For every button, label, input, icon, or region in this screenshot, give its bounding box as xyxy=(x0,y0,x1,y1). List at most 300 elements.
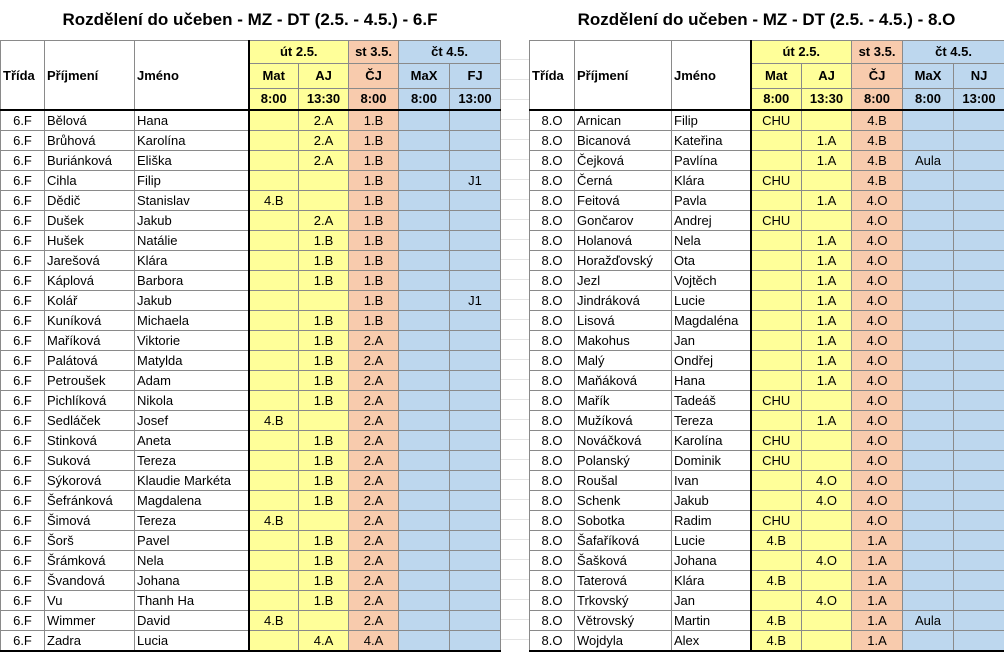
table-row xyxy=(1,151,501,171)
left-gap-grid xyxy=(500,40,529,654)
cell-aj: 1.A xyxy=(802,251,852,271)
cell-prijmeni: Maňáková xyxy=(575,371,672,391)
cell-mat xyxy=(751,251,802,271)
cell-max xyxy=(399,291,450,311)
cell-mat xyxy=(751,231,802,251)
cell-prijmeni: Stinková xyxy=(45,431,135,451)
cell-cj: 2.A xyxy=(349,591,399,611)
header-jmeno: Jméno xyxy=(672,41,751,111)
header-day-tue: út 2.5. xyxy=(751,41,852,64)
cell-prijmeni: Černá xyxy=(575,171,672,191)
cell-cj: 4.O xyxy=(852,391,903,411)
header-subject-max: MaX xyxy=(903,64,954,89)
cell-prijmeni: Šorš xyxy=(45,531,135,551)
cell-aj xyxy=(299,611,349,631)
cell-lang xyxy=(954,171,1004,191)
cell-jmeno: Pavlína xyxy=(672,151,751,171)
cell-prijmeni: Šafaříková xyxy=(575,531,672,551)
cell-lang xyxy=(450,391,501,411)
table-row xyxy=(530,471,1004,491)
table-row xyxy=(1,531,501,551)
cell-jmeno: Tadeáš xyxy=(672,391,751,411)
cell-mat xyxy=(249,491,299,511)
cell-mat xyxy=(751,151,802,171)
cell-mat xyxy=(249,251,299,271)
cell-mat xyxy=(751,471,802,491)
header-day-thu: čt 4.5. xyxy=(399,41,501,64)
cell-mat: CHU xyxy=(751,511,802,531)
cell-lang xyxy=(450,311,501,331)
cell-mat xyxy=(249,571,299,591)
cell-aj: 1.B xyxy=(299,431,349,451)
cell-trida: 6.F xyxy=(1,371,45,391)
cell-jmeno: Nikola xyxy=(135,391,249,411)
table-row xyxy=(1,471,501,491)
cell-lang xyxy=(450,591,501,611)
cell-trida: 8.O xyxy=(530,391,575,411)
cell-cj: 2.A xyxy=(349,611,399,631)
cell-max xyxy=(903,231,954,251)
table-row xyxy=(1,351,501,371)
cell-trida: 6.F xyxy=(1,551,45,571)
cell-max xyxy=(903,251,954,271)
cell-lang xyxy=(954,591,1004,611)
cell-cj: 1.A xyxy=(852,551,903,571)
cell-lang xyxy=(954,271,1004,291)
cell-max xyxy=(903,431,954,451)
cell-trida: 6.F xyxy=(1,151,45,171)
cell-jmeno: Karolína xyxy=(672,431,751,451)
cell-mat xyxy=(249,311,299,331)
header-time: 8:00 xyxy=(903,89,954,111)
cell-cj: 2.A xyxy=(349,371,399,391)
cell-prijmeni: Dědič xyxy=(45,191,135,211)
cell-prijmeni: Šašková xyxy=(575,551,672,571)
cell-mat: 4.B xyxy=(751,531,802,551)
cell-max xyxy=(399,531,450,551)
cell-cj: 2.A xyxy=(349,491,399,511)
cell-max: Aula xyxy=(903,151,954,171)
cell-prijmeni: Arnican xyxy=(575,110,672,131)
header-time: 13:30 xyxy=(299,89,349,111)
table-row xyxy=(1,131,501,151)
header-day-thu: čt 4.5. xyxy=(903,41,1004,64)
cell-cj: 1.B xyxy=(349,211,399,231)
cell-aj: 1.A xyxy=(802,191,852,211)
header-subject-mat: Mat xyxy=(751,64,802,89)
cell-prijmeni: Mařík xyxy=(575,391,672,411)
cell-cj: 2.A xyxy=(349,431,399,451)
cell-lang xyxy=(954,211,1004,231)
cell-max xyxy=(903,451,954,471)
cell-trida: 6.F xyxy=(1,231,45,251)
cell-jmeno: Lucie xyxy=(672,291,751,311)
cell-max xyxy=(903,171,954,191)
cell-trida: 8.O xyxy=(530,511,575,531)
cell-jmeno: Tereza xyxy=(135,511,249,531)
cell-prijmeni: Taterová xyxy=(575,571,672,591)
table-row xyxy=(1,491,501,511)
cell-lang xyxy=(450,431,501,451)
table-row xyxy=(530,411,1004,431)
right-sheet-title: Rozdělení do učeben - MZ - DT (2.5. - 4.5.) - 8.O xyxy=(577,10,956,29)
cell-mat: 4.B xyxy=(751,631,802,652)
cell-cj: 2.A xyxy=(349,571,399,591)
cell-jmeno: Ivan xyxy=(672,471,751,491)
cell-lang xyxy=(450,251,501,271)
cell-prijmeni: Nováčková xyxy=(575,431,672,451)
cell-mat xyxy=(249,391,299,411)
cell-trida: 6.F xyxy=(1,631,45,652)
cell-aj xyxy=(802,451,852,471)
cell-max: Aula xyxy=(903,611,954,631)
cell-jmeno: Jan xyxy=(672,591,751,611)
cell-trida: 8.O xyxy=(530,371,575,391)
cell-lang xyxy=(954,531,1004,551)
cell-prijmeni: Trkovský xyxy=(575,591,672,611)
cell-aj: 1.B xyxy=(299,471,349,491)
header-day-wed: st 3.5. xyxy=(852,41,903,64)
cell-aj: 1.B xyxy=(299,391,349,411)
cell-aj: 1.B xyxy=(299,331,349,351)
cell-jmeno: Magdaléna xyxy=(672,311,751,331)
cell-mat: 4.B xyxy=(249,511,299,531)
cell-trida: 8.O xyxy=(530,231,575,251)
header-trida: Třída xyxy=(1,41,45,111)
cell-trida: 6.F xyxy=(1,611,45,631)
cell-trida: 6.F xyxy=(1,171,45,191)
cell-lang xyxy=(450,571,501,591)
cell-prijmeni: Petroušek xyxy=(45,371,135,391)
cell-max xyxy=(903,411,954,431)
cell-jmeno: Magdalena xyxy=(135,491,249,511)
cell-aj: 4.O xyxy=(802,491,852,511)
cell-prijmeni: Jezl xyxy=(575,271,672,291)
cell-prijmeni: Sedláček xyxy=(45,411,135,431)
cell-jmeno: Michaela xyxy=(135,311,249,331)
table-row xyxy=(530,391,1004,411)
cell-max xyxy=(903,631,954,652)
cell-lang xyxy=(450,151,501,171)
cell-lang xyxy=(954,371,1004,391)
table-row xyxy=(1,191,501,211)
cell-jmeno: Karolína xyxy=(135,131,249,151)
cell-jmeno: Tereza xyxy=(672,411,751,431)
cell-aj xyxy=(299,291,349,311)
cell-mat xyxy=(249,531,299,551)
cell-mat: CHU xyxy=(751,431,802,451)
cell-mat xyxy=(249,231,299,251)
cell-max xyxy=(399,491,450,511)
cell-max xyxy=(399,151,450,171)
cell-lang xyxy=(450,471,501,491)
cell-mat xyxy=(751,351,802,371)
header-time: 8:00 xyxy=(249,89,299,111)
cell-trida: 6.F xyxy=(1,471,45,491)
cell-aj: 2.A xyxy=(299,110,349,131)
cell-lang xyxy=(954,351,1004,371)
cell-jmeno: Dominik xyxy=(672,451,751,471)
cell-cj: 4.B xyxy=(852,171,903,191)
cell-max xyxy=(399,231,450,251)
table-row xyxy=(530,431,1004,451)
table-row xyxy=(530,271,1004,291)
cell-jmeno: Filip xyxy=(672,110,751,131)
cell-aj: 1.B xyxy=(299,531,349,551)
cell-jmeno: Eliška xyxy=(135,151,249,171)
cell-max xyxy=(399,331,450,351)
cell-max xyxy=(399,411,450,431)
cell-lang xyxy=(954,391,1004,411)
cell-mat xyxy=(249,631,299,652)
table-row xyxy=(530,251,1004,271)
cell-aj xyxy=(802,511,852,531)
cell-jmeno: Ota xyxy=(672,251,751,271)
cell-max xyxy=(399,211,450,231)
header-subject-fj: FJ xyxy=(450,64,501,89)
header-jmeno: Jméno xyxy=(135,41,249,111)
cell-aj: 1.B xyxy=(299,311,349,331)
table-row xyxy=(1,551,501,571)
cell-max xyxy=(903,491,954,511)
table-row xyxy=(530,511,1004,531)
cell-lang xyxy=(954,231,1004,251)
cell-trida: 8.O xyxy=(530,571,575,591)
cell-max xyxy=(399,371,450,391)
cell-trida: 8.O xyxy=(530,171,575,191)
cell-prijmeni: Gončarov xyxy=(575,211,672,231)
cell-mat xyxy=(751,411,802,431)
cell-trida: 8.O xyxy=(530,411,575,431)
table-row xyxy=(530,351,1004,371)
header-time: 8:00 xyxy=(349,89,399,111)
cell-max xyxy=(399,110,450,131)
cell-trida: 8.O xyxy=(530,211,575,231)
cell-cj: 2.A xyxy=(349,411,399,431)
cell-jmeno: Radim xyxy=(672,511,751,531)
cell-aj: 1.A xyxy=(802,371,852,391)
cell-aj: 2.A xyxy=(299,211,349,231)
cell-aj: 2.A xyxy=(299,131,349,151)
table-row xyxy=(1,611,501,631)
cell-prijmeni: Roušal xyxy=(575,471,672,491)
header-time: 8:00 xyxy=(852,89,903,111)
cell-cj: 1.A xyxy=(852,631,903,652)
cell-trida: 8.O xyxy=(530,251,575,271)
cell-max xyxy=(399,631,450,652)
left-room-table xyxy=(0,40,501,652)
cell-lang xyxy=(954,451,1004,471)
cell-max xyxy=(399,351,450,371)
cell-prijmeni: Vu xyxy=(45,591,135,611)
cell-jmeno: Klára xyxy=(135,251,249,271)
cell-mat xyxy=(751,491,802,511)
header-time: 13:00 xyxy=(954,89,1004,111)
table-row xyxy=(1,451,501,471)
table-row xyxy=(1,251,501,271)
cell-max xyxy=(399,451,450,471)
cell-mat xyxy=(249,591,299,611)
cell-trida: 8.O xyxy=(530,591,575,611)
cell-cj: 1.A xyxy=(852,531,903,551)
cell-prijmeni: Jindráková xyxy=(575,291,672,311)
cell-lang xyxy=(954,631,1004,652)
cell-trida: 6.F xyxy=(1,251,45,271)
cell-max xyxy=(903,311,954,331)
cell-cj: 2.A xyxy=(349,391,399,411)
cell-max xyxy=(399,591,450,611)
table-row xyxy=(530,551,1004,571)
cell-prijmeni: Polanský xyxy=(575,451,672,471)
header-prijmeni: Příjmení xyxy=(575,41,672,111)
cell-trida: 8.O xyxy=(530,191,575,211)
cell-jmeno: Lucia xyxy=(135,631,249,652)
cell-max xyxy=(399,191,450,211)
cell-prijmeni: Feitová xyxy=(575,191,672,211)
table-row xyxy=(530,191,1004,211)
table-row xyxy=(530,371,1004,391)
table-row xyxy=(530,211,1004,231)
cell-aj xyxy=(802,611,852,631)
cell-cj: 4.O xyxy=(852,371,903,391)
cell-mat xyxy=(249,551,299,571)
cell-mat xyxy=(249,131,299,151)
cell-cj: 4.O xyxy=(852,451,903,471)
cell-prijmeni: Wojdyla xyxy=(575,631,672,652)
cell-cj: 2.A xyxy=(349,451,399,471)
cell-cj: 4.B xyxy=(852,131,903,151)
cell-prijmeni: Švandová xyxy=(45,571,135,591)
cell-max xyxy=(399,391,450,411)
cell-prijmeni: Buriánková xyxy=(45,151,135,171)
table-row xyxy=(530,331,1004,351)
cell-cj: 4.O xyxy=(852,411,903,431)
cell-trida: 8.O xyxy=(530,531,575,551)
cell-jmeno: Tereza xyxy=(135,451,249,471)
cell-jmeno: Alex xyxy=(672,631,751,652)
cell-aj: 1.A xyxy=(802,331,852,351)
cell-cj: 2.A xyxy=(349,511,399,531)
cell-jmeno: Filip xyxy=(135,171,249,191)
table-row xyxy=(1,291,501,311)
cell-jmeno: Jakub xyxy=(672,491,751,511)
cell-jmeno: Hana xyxy=(672,371,751,391)
cell-trida: 6.F xyxy=(1,491,45,511)
table-row xyxy=(1,631,501,652)
header-time: 13:00 xyxy=(450,89,501,111)
cell-aj xyxy=(802,571,852,591)
cell-cj: 1.A xyxy=(852,611,903,631)
header-time: 8:00 xyxy=(399,89,450,111)
cell-trida: 6.F xyxy=(1,591,45,611)
cell-jmeno: Aneta xyxy=(135,431,249,451)
cell-mat xyxy=(751,291,802,311)
cell-mat xyxy=(249,171,299,191)
cell-lang xyxy=(954,131,1004,151)
cell-prijmeni: Wimmer xyxy=(45,611,135,631)
cell-aj: 2.A xyxy=(299,151,349,171)
table-row xyxy=(530,231,1004,251)
cell-lang xyxy=(450,211,501,231)
cell-mat xyxy=(751,591,802,611)
cell-aj xyxy=(802,110,852,131)
cell-jmeno: Lucie xyxy=(672,531,751,551)
cell-trida: 6.F xyxy=(1,271,45,291)
cell-mat xyxy=(751,131,802,151)
cell-aj: 1.B xyxy=(299,271,349,291)
cell-trida: 6.F xyxy=(1,571,45,591)
cell-jmeno: Hana xyxy=(135,110,249,131)
cell-cj: 4.O xyxy=(852,311,903,331)
cell-lang xyxy=(450,371,501,391)
table-row xyxy=(1,110,501,131)
cell-cj: 4.O xyxy=(852,351,903,371)
cell-trida: 6.F xyxy=(1,451,45,471)
header-subject-nj: NJ xyxy=(954,64,1004,89)
cell-mat: CHU xyxy=(751,110,802,131)
cell-cj: 4.B xyxy=(852,110,903,131)
table-row xyxy=(1,211,501,231)
table-row xyxy=(530,171,1004,191)
cell-max xyxy=(399,271,450,291)
cell-prijmeni: Pichlíková xyxy=(45,391,135,411)
cell-mat: CHU xyxy=(751,391,802,411)
table-row xyxy=(1,431,501,451)
table-row xyxy=(530,571,1004,591)
cell-prijmeni: Bělová xyxy=(45,110,135,131)
cell-aj: 1.A xyxy=(802,151,852,171)
cell-cj: 2.A xyxy=(349,551,399,571)
table-row xyxy=(1,391,501,411)
cell-jmeno: Nela xyxy=(672,231,751,251)
table-row xyxy=(530,531,1004,551)
cell-max xyxy=(399,431,450,451)
cell-jmeno: Klára xyxy=(672,171,751,191)
table-row xyxy=(1,591,501,611)
cell-prijmeni: Bicanová xyxy=(575,131,672,151)
right-room-table xyxy=(529,40,1004,652)
cell-prijmeni: Schenk xyxy=(575,491,672,511)
cell-mat xyxy=(751,271,802,291)
cell-mat: CHU xyxy=(751,211,802,231)
cell-lang xyxy=(450,331,501,351)
cell-mat: 4.B xyxy=(751,611,802,631)
cell-aj: 1.B xyxy=(299,251,349,271)
table-row xyxy=(530,591,1004,611)
cell-mat xyxy=(751,371,802,391)
cell-aj xyxy=(802,211,852,231)
cell-jmeno: Klára xyxy=(672,571,751,591)
cell-cj: 4.O xyxy=(852,431,903,451)
cell-prijmeni: Kolář xyxy=(45,291,135,311)
cell-lang xyxy=(954,491,1004,511)
cell-mat xyxy=(751,331,802,351)
cell-lang xyxy=(954,110,1004,131)
cell-aj xyxy=(299,511,349,531)
cell-aj: 1.A xyxy=(802,411,852,431)
table-row xyxy=(1,311,501,331)
cell-max xyxy=(399,571,450,591)
cell-mat xyxy=(249,331,299,351)
cell-prijmeni: Lisová xyxy=(575,311,672,331)
cell-jmeno: Kateřina xyxy=(672,131,751,151)
cell-trida: 8.O xyxy=(530,351,575,371)
cell-prijmeni: Káplová xyxy=(45,271,135,291)
cell-aj xyxy=(299,191,349,211)
table-row xyxy=(1,331,501,351)
cell-trida: 8.O xyxy=(530,331,575,351)
cell-cj: 1.B xyxy=(349,251,399,271)
